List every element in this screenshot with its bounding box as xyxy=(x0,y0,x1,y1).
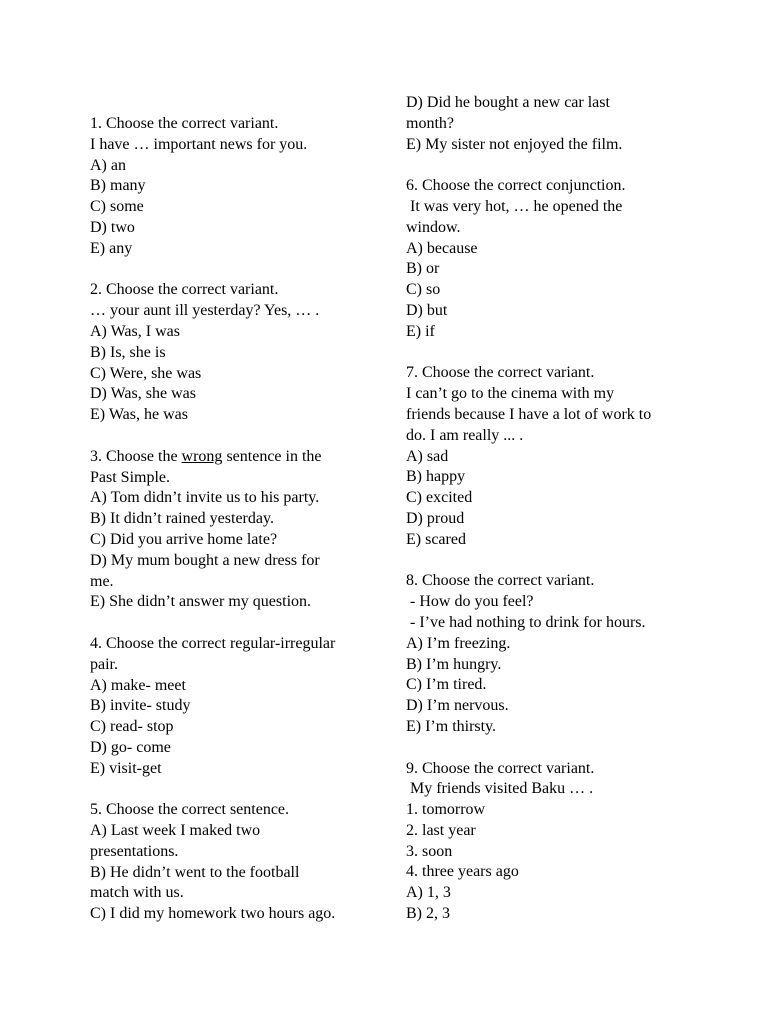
question-title: 2. Choose the correct variant. xyxy=(90,281,279,299)
option: D) proud xyxy=(406,509,465,527)
question-prompt: It was very hot, … he opened the xyxy=(410,197,623,215)
option: E) My sister not enjoyed the film. xyxy=(406,135,623,153)
option: D) but xyxy=(406,301,448,319)
left-column xyxy=(90,114,380,946)
list-item: 1. tomorrow xyxy=(406,801,486,819)
question-prompt-line2: friends because I have a lot of work to xyxy=(406,405,652,423)
list-item: 2. last year xyxy=(406,821,476,839)
option: A) sad xyxy=(406,447,449,465)
option: A) 1, 3 xyxy=(406,884,451,902)
option: E) I’m thirsty. xyxy=(406,717,497,735)
question-5 xyxy=(90,800,380,925)
question-prompt: My friends visited Baku … . xyxy=(410,780,594,798)
question-title xyxy=(90,447,380,468)
option: E) any xyxy=(90,239,133,257)
title-part: 3. Choose the xyxy=(90,447,182,465)
question-title: 1. Choose the correct variant. xyxy=(90,115,279,132)
option: A) Was, I was xyxy=(90,322,180,340)
option: B) It didn’t rained yesterday. xyxy=(90,510,274,528)
question-1 xyxy=(90,114,380,260)
option: C) Did you arrive home late? xyxy=(90,530,278,548)
question-3 xyxy=(90,447,380,613)
question-prompt-line3: do. I am really ... . xyxy=(406,426,524,444)
question-prompt: I can’t go to the cinema with my xyxy=(406,385,615,403)
option: B) I’m hungry. xyxy=(406,655,502,673)
option: C) some xyxy=(90,198,144,216)
question-prompt-line2: window. xyxy=(406,218,461,236)
question-8 xyxy=(406,571,696,737)
question-title: 7. Choose the correct variant. xyxy=(406,364,595,382)
question-9 xyxy=(406,759,696,925)
question-title: 8. Choose the correct variant. xyxy=(406,572,595,590)
option: B) 2, 3 xyxy=(406,905,450,923)
option: C) I did my homework two hours ago. xyxy=(90,905,336,923)
option: D) Did he bought a new car last xyxy=(406,94,610,111)
question-title: 6. Choose the correct conjunction. xyxy=(406,177,626,195)
option: A) an xyxy=(90,156,126,174)
option: C) so xyxy=(406,281,441,299)
dialog-line: - I’ve had nothing to drink for hours. xyxy=(410,613,646,631)
option: C) read- stop xyxy=(90,718,174,736)
option: E) visit-get xyxy=(90,759,162,777)
question-5-continued xyxy=(406,93,696,155)
option: B) happy xyxy=(406,468,466,486)
question-6 xyxy=(406,176,696,342)
option: B) He didn’t went to the football xyxy=(90,863,300,881)
option-continuation: match with us. xyxy=(90,884,184,902)
question-title: 4. Choose the correct regular-irregular xyxy=(90,634,336,652)
title-part: sentence in the xyxy=(222,447,322,465)
option: D) Was, she was xyxy=(90,385,196,403)
option: D) go- come xyxy=(90,738,171,756)
option-continuation: presentations. xyxy=(90,842,179,860)
question-2 xyxy=(90,280,380,426)
option: E) if xyxy=(406,322,435,340)
list-item: 3. soon xyxy=(406,842,453,860)
list-item: 4. three years ago xyxy=(406,863,519,881)
option: D) I’m nervous. xyxy=(406,697,509,715)
question-prompt: I have … important news for you. xyxy=(90,135,308,153)
option: A) make- meet xyxy=(90,676,186,694)
option: B) many xyxy=(90,177,146,195)
option: B) invite- study xyxy=(90,697,191,715)
question-title: 5. Choose the correct sentence. xyxy=(90,801,290,819)
option: A) Last week I maked two xyxy=(90,822,261,840)
option: E) She didn’t answer my question. xyxy=(90,593,312,611)
option: A) I’m freezing. xyxy=(406,634,511,652)
question-4 xyxy=(90,634,380,780)
dialog-line: - How do you feel? xyxy=(410,593,534,611)
option: C) Were, she was xyxy=(90,364,202,382)
right-column xyxy=(406,93,696,946)
option: E) Was, he was xyxy=(90,406,188,424)
option: C) excited xyxy=(406,489,473,507)
option: A) because xyxy=(406,239,478,257)
option: B) Is, she is xyxy=(90,343,166,361)
option-continuation: month? xyxy=(406,114,454,132)
option: D) two xyxy=(90,218,135,236)
option: B) or xyxy=(406,260,440,278)
option-continuation: me. xyxy=(90,572,114,590)
option: C) I’m tired. xyxy=(406,676,487,694)
question-7 xyxy=(406,363,696,550)
option: D) My mum bought a new dress for xyxy=(90,551,320,569)
question-title: 9. Choose the correct variant. xyxy=(406,759,595,777)
question-title-line2: Past Simple. xyxy=(90,468,171,486)
underlined-word: wrong xyxy=(181,447,223,465)
question-title-line2: pair. xyxy=(90,655,118,673)
option: A) Tom didn’t invite us to his party. xyxy=(90,489,320,507)
question-prompt: … your aunt ill yesterday? Yes, … . xyxy=(90,302,320,320)
option: E) scared xyxy=(406,530,466,548)
